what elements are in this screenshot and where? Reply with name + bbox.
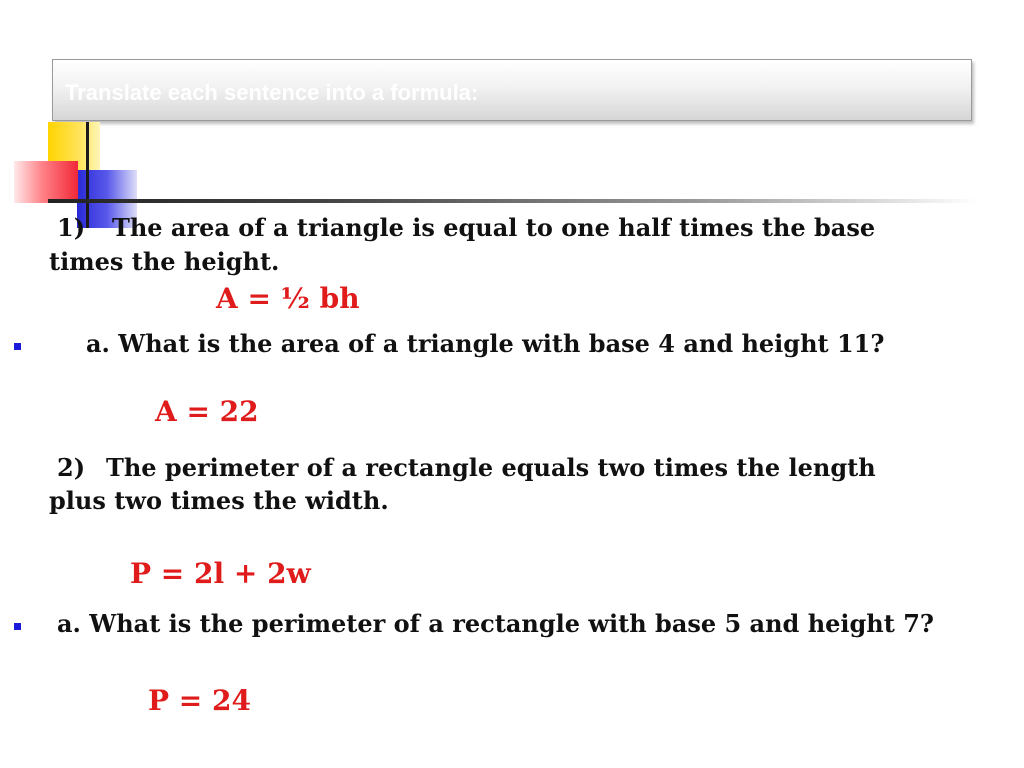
red-square-decoration [14, 161, 78, 203]
horizontal-rule [48, 199, 978, 203]
problem1-answer: A = 22 [155, 395, 259, 428]
problem1-text-line2: times the height. [49, 247, 280, 276]
problem2-number: 2) [57, 453, 86, 482]
problem2-formula: P = 2l + 2w [130, 557, 311, 590]
problem2-text-line2: plus two times the width. [49, 486, 389, 515]
bullet-marker [14, 343, 21, 350]
problem1-question: a. What is the area of a triangle with base 4 and height 11? [86, 329, 885, 358]
problem2-question: a. What is the perimeter of a rectangle with base 5 and height 7? [57, 609, 934, 638]
problem2-answer: P = 24 [148, 684, 251, 717]
problem1-text-line1: The area of a triangle is equal to one half times the base [112, 213, 876, 242]
title-box [52, 59, 972, 121]
vertical-line-decoration [86, 122, 89, 228]
problem2-text-line1: The perimeter of a rectangle equals two times the length [106, 453, 876, 482]
problem1-formula: A = ½ bh [216, 282, 360, 315]
slide-title: Translate each sentence into a formula: [65, 80, 479, 105]
bullet-marker [14, 623, 21, 630]
problem1-number: 1) [57, 213, 86, 242]
